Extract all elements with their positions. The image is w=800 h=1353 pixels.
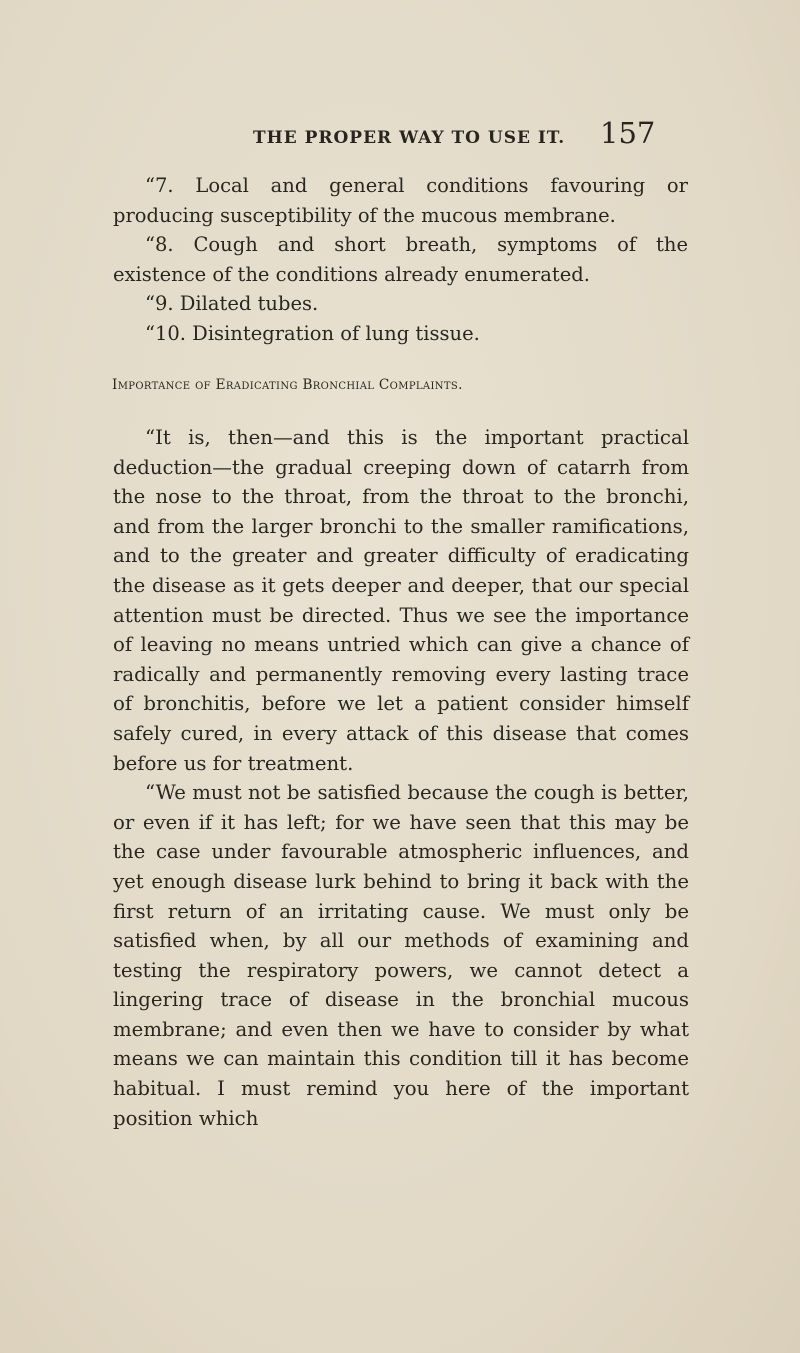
paragraph: “It is, then—and this is the important practical deduction—the gradual creeping down of catarrh from the nose to the throat, from the throat to the bronchi, and from the larger bronchi to the smaller ramifications, and to the greater and greater difficulty of eradicating the disease as it gets deeper and deeper, that our special attention must be directed. Thus we see the importance of leaving no means untried which can give a chance of radically and permanently removing every lasting trace of bronchitis, before we let a patient consider himself safely cured, in every attack of this disease that comes before us for treatment.	[113, 426, 689, 775]
list-item: “8. Cough and short breath, symptoms of the existence of the conditions already enumerated.	[113, 233, 688, 286]
list-item: “9. Dilated tubes.	[145, 292, 319, 315]
paragraph: “We must not be satisfied because the cough is better, or even if it has left; for we have seen that this may be the case under favourable atmospheric influences, and yet enough disease lurk behind to bring it back with the first return of an irritating cause. We must only be satisfied when, by all our methods of examining and testing the respiratory powers, we cannot detect a lingering trace of disease in the bronchial mucous membrane; and even then we have to consider by what means we can maintain this condition till it has become habitual. I must remind you here of the important position which	[113, 781, 689, 1130]
section-heading: Importance of Eradicating Bronchial Complaints.	[112, 377, 463, 393]
list-item: “10. Disintegration of lung tissue.	[145, 321, 480, 345]
body-text	[113, 423, 689, 1133]
running-head: THE PROPER WAY TO USE IT.	[253, 128, 566, 148]
page-number: 157	[600, 116, 656, 150]
numbered-list	[113, 171, 688, 348]
list-item: “7. Local and general conditions favouring or producing susceptibility of the mucous membrane.	[113, 174, 688, 227]
